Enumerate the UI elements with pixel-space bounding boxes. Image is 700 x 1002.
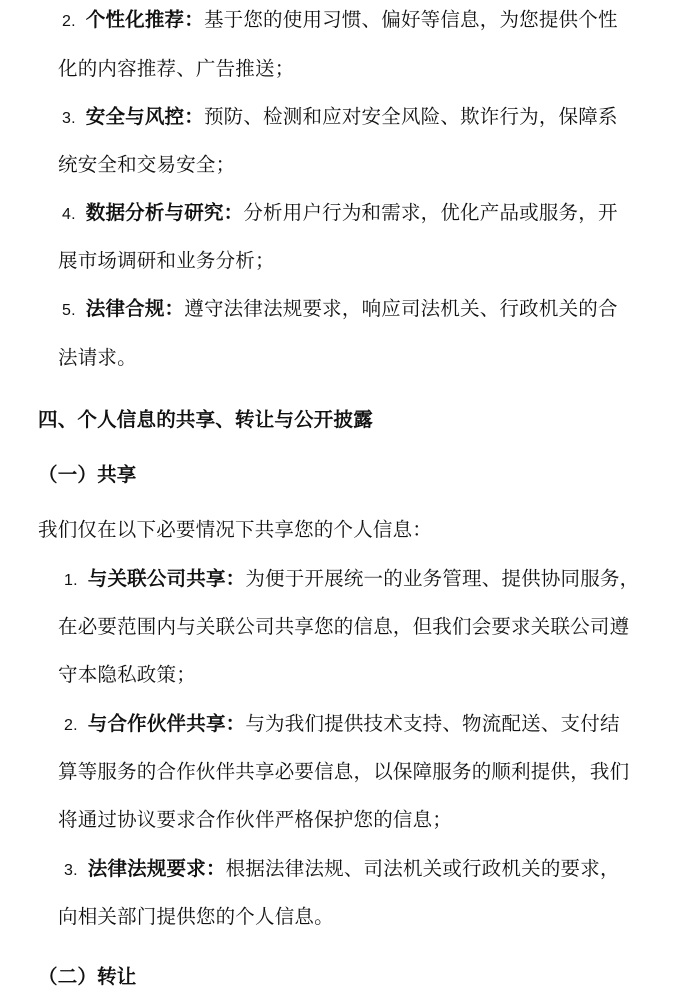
list-number: 1.	[64, 572, 78, 589]
list-item-title: 安全与风控：	[85, 105, 204, 128]
list-number: 5.	[62, 302, 76, 319]
list-item-text: 与为我们提供技术支持、物流配送、支付结	[245, 712, 620, 735]
sharing-item-3-line1	[64, 855, 620, 885]
purpose-item-3-line1	[62, 103, 618, 133]
sharing-item-3-line2: 向相关部门提供您的个人信息。	[58, 905, 334, 928]
list-item-title: 与关联公司共享：	[87, 567, 246, 590]
list-item-text: 预防、检测和应对安全风险、欺诈行为，保障系	[203, 105, 618, 128]
list-item-text: 为便于开展统一的业务管理、提供协同服务，	[245, 567, 640, 590]
section-heading: 四、个人信息的共享、转让与公开披露	[38, 408, 373, 431]
list-item-title: 法律法规要求：	[87, 857, 226, 880]
sharing-intro: 我们仅在以下必要情况下共享您的个人信息：	[38, 518, 433, 541]
list-item-text: 基于您的使用习惯、偏好等信息，为您提供个性	[203, 8, 618, 31]
list-item-title: 个性化推荐：	[85, 8, 204, 31]
purpose-item-5-line2: 法请求。	[58, 346, 137, 369]
list-number: 3.	[64, 862, 78, 879]
purpose-item-5-line1	[62, 295, 618, 325]
list-number: 2.	[64, 717, 78, 734]
list-item-text: 分析用户行为和需求，优化产品或服务，开	[243, 201, 618, 224]
sharing-item-1-line3: 守本隐私政策；	[58, 663, 196, 686]
sharing-item-2-line1	[64, 710, 620, 740]
list-item-text: 根据法律法规、司法机关或行政机关的要求，	[225, 857, 620, 880]
sharing-item-2-line2: 算等服务的合作伙伴共享必要信息，以保障服务的顺利提供，我们	[58, 760, 630, 783]
purpose-item-4-line2: 展市场调研和业务分析；	[58, 249, 275, 272]
purpose-item-2-line2: 化的内容推荐、广告推送；	[58, 57, 295, 80]
list-item-title: 数据分析与研究：	[85, 201, 244, 224]
purpose-item-2-line1	[62, 6, 618, 36]
purpose-item-3-line2: 统安全和交易安全；	[58, 153, 236, 176]
list-number: 4.	[62, 206, 76, 223]
list-number: 3.	[62, 110, 76, 127]
subsection-heading-sharing: （一）共享	[38, 463, 137, 486]
list-item-title: 法律合规：	[85, 297, 185, 320]
sharing-item-2-line3: 将通过协议要求合作伙伴严格保护您的信息；	[58, 808, 453, 831]
subsection-heading-transfer: （二）转让	[38, 965, 137, 988]
list-item-text: 遵守法律法规要求，响应司法机关、行政机关的合	[184, 297, 618, 320]
list-number: 2.	[62, 13, 76, 30]
list-item-title: 与合作伙伴共享：	[87, 712, 246, 735]
purpose-item-4-line1	[62, 199, 618, 229]
sharing-item-1-line2: 在必要范围内与关联公司共享您的信息，但我们会要求关联公司遵	[58, 615, 630, 638]
sharing-item-1-line1	[64, 565, 639, 595]
